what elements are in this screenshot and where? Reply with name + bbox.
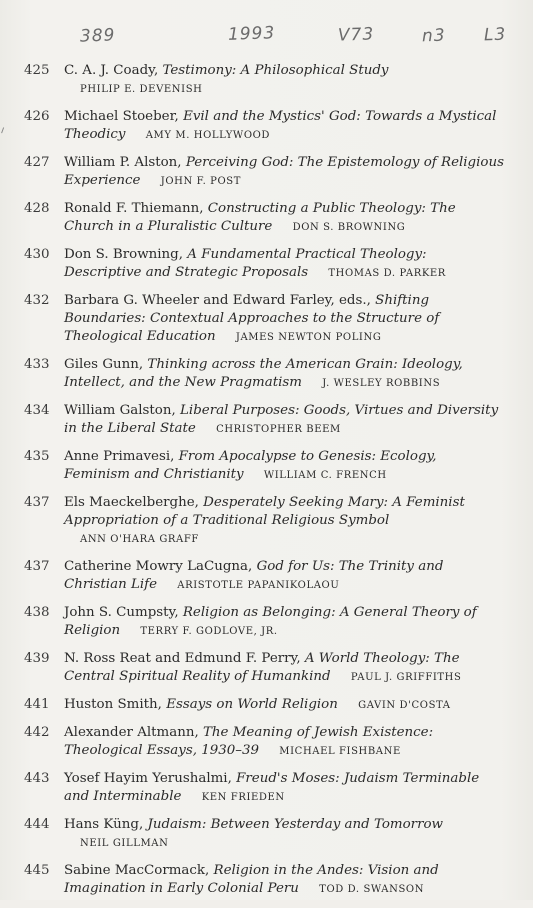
book-author: Giles Gunn,: [64, 357, 144, 372]
review-entry: [24, 154, 504, 191]
book-title: Testimony: A Philosophical Study: [162, 63, 389, 78]
book-title: Perceiving God: The Epistemology of Religious Experience: [64, 155, 504, 188]
entry-text: [64, 604, 504, 641]
book-author: Anne Primavesi,: [64, 449, 175, 464]
reviewer-name: J. WESLEY ROBBINS: [322, 378, 441, 389]
entry-text: [64, 154, 504, 191]
book-author: Alexander Altmann,: [64, 725, 199, 740]
review-entry: [24, 604, 504, 641]
book-author: Ronald F. Thiemann,: [64, 201, 204, 216]
reviewer-name: GAVIN D'COSTA: [358, 700, 451, 711]
reviewer-name: DON S. BROWNING: [292, 222, 406, 233]
book-title: Evil and the Mystics' God: Towards a Mystical Theodicy: [64, 109, 497, 142]
entry-text: [64, 724, 504, 761]
pencil-mark: [1, 127, 8, 134]
book-author: N. Ross Reat and Edmund F. Perry,: [64, 651, 301, 666]
review-entry: [24, 402, 504, 439]
book-author: Barbara G. Wheeler and Edward Farley, eds.,: [64, 293, 371, 308]
handwritten-note: 389: [79, 25, 116, 47]
reviewer-name: JAMES NEWTON POLING: [235, 332, 382, 343]
reviewer-name: ANN O'HARA GRAFF: [80, 534, 199, 545]
page-number: 437: [24, 495, 50, 510]
reviewer-name: PAUL J. GRIFFITHS: [350, 672, 462, 683]
book-title: Shifting Boundaries: Contextual Approaches to the Structure of Theological Education: [64, 293, 440, 344]
review-entry: [24, 356, 504, 393]
book-title: Desperately Seeking Mary: A Feminist Appropriation of a Traditional Religious Symbol: [64, 495, 465, 528]
book-author: William P. Alston,: [64, 155, 182, 170]
handwritten-note: 1993: [227, 23, 276, 45]
book-title: Essays on World Religion: [166, 697, 338, 712]
review-entry: [24, 862, 504, 899]
entry-text: [64, 356, 504, 393]
page-number: 444: [24, 817, 50, 832]
book-author: Huston Smith,: [64, 697, 162, 712]
book-title: Freud's Moses: Judaism Terminable and Interminable: [64, 771, 480, 804]
review-entry: [24, 246, 504, 283]
book-title: Judaism: Between Yesterday and Tomorrow: [147, 817, 444, 832]
page-number: 443: [24, 771, 50, 786]
book-author: Hans Küng,: [64, 817, 144, 832]
reviewer-name: PHILIP E. DEVENISH: [80, 84, 203, 95]
entry-text: [64, 494, 504, 549]
book-title: Religion as Belonging: A General Theory of Religion: [64, 605, 477, 638]
reviewer-name: TOD D. SWANSON: [319, 884, 425, 895]
book-author: Yosef Hayim Yerushalmi,: [64, 771, 232, 786]
page-number: 435: [24, 449, 50, 464]
review-entry: [24, 816, 504, 853]
book-author: William Galston,: [64, 403, 176, 418]
reviewer-name: THOMAS D. PARKER: [328, 268, 446, 279]
entry-text: [64, 558, 504, 595]
handwritten-note: L3: [483, 24, 507, 46]
book-author: Michael Stoeber,: [64, 109, 179, 124]
review-entry: [24, 292, 504, 347]
entry-text: [64, 402, 504, 439]
review-entry: [24, 696, 504, 715]
handwritten-note: V73: [337, 24, 375, 46]
page-number: 426: [24, 109, 50, 124]
entry-text: [64, 246, 504, 283]
reviewer-name: NEIL GILLMAN: [80, 838, 169, 849]
review-entry: [24, 108, 504, 145]
page-number: 434: [24, 403, 50, 418]
review-entry: [24, 448, 504, 485]
book-title: A Fundamental Practical Theology: Descriptive and Strategic Proposals: [64, 247, 427, 280]
book-title: Thinking across the American Grain: Ideology, Intellect, and the New Pragmatism: [64, 357, 463, 390]
page-number: 425: [24, 63, 50, 78]
review-entry: [24, 62, 504, 99]
entry-text: [64, 650, 504, 687]
entry-text: [64, 816, 504, 853]
book-title: Religion in the Andes: Vision and Imagination in Early Colonial Peru: [64, 863, 439, 896]
review-entry: [24, 650, 504, 687]
page-number: 433: [24, 357, 50, 372]
handwritten-note: n3: [421, 25, 446, 47]
review-entry: [24, 200, 504, 237]
page-number: 438: [24, 605, 50, 620]
review-entry: [24, 558, 504, 595]
entry-text: [64, 862, 504, 899]
page-number: 432: [24, 293, 50, 308]
reviewer-name: AMY M. HOLLYWOOD: [145, 130, 271, 141]
review-list: [24, 62, 504, 908]
reviewer-name: JOHN F. POST: [160, 176, 241, 187]
review-entry: [24, 724, 504, 761]
book-author: John S. Cumpsty,: [64, 605, 179, 620]
reviewer-name: WILLIAM C. FRENCH: [263, 470, 387, 481]
reviewer-name: MICHAEL FISHBANE: [279, 746, 401, 757]
entry-text: [64, 448, 504, 485]
review-entry: [24, 494, 504, 549]
reviewer-name: ARISTOTLE PAPANIKOLAOU: [177, 580, 340, 591]
handwritten-call-number: [0, 22, 533, 52]
book-author: Els Maeckelberghe,: [64, 495, 199, 510]
book-author: C. A. J. Coady,: [64, 63, 159, 78]
book-title: A World Theology: The Central Spiritual Reality of Humankind: [64, 651, 460, 684]
page-number: 437: [24, 559, 50, 574]
page-number: 430: [24, 247, 50, 262]
page-number: 439: [24, 651, 50, 666]
reviewer-name: TERRY F. GODLOVE, JR.: [140, 626, 278, 637]
entry-text: [64, 200, 504, 237]
page-number: 441: [24, 697, 50, 712]
book-author: Don S. Browning,: [64, 247, 184, 262]
page-number: 445: [24, 863, 50, 878]
book-author: Sabine MacCormack,: [64, 863, 210, 878]
book-title: Constructing a Public Theology: The Church in a Pluralistic Culture: [64, 201, 456, 234]
entry-text: [64, 292, 504, 347]
page-number: 428: [24, 201, 50, 216]
entry-text: [64, 108, 504, 145]
book-title: From Apocalypse to Genesis: Ecology, Feminism and Christianity: [64, 449, 437, 482]
book-title: The Meaning of Jewish Existence: Theological Essays, 1930–39: [64, 725, 434, 758]
page-number: 427: [24, 155, 50, 170]
page-number: 442: [24, 725, 50, 740]
book-title: Liberal Purposes: Goods, Virtues and Diversity in the Liberal State: [64, 403, 499, 436]
book-title: God for Us: The Trinity and Christian Life: [64, 559, 444, 592]
entry-text: [64, 696, 504, 715]
reviewer-name: KEN FRIEDEN: [201, 792, 285, 803]
entry-text: [64, 62, 504, 99]
review-entry: [24, 770, 504, 807]
entry-text: [64, 770, 504, 807]
book-author: Catherine Mowry LaCugna,: [64, 559, 253, 574]
reviewer-name: CHRISTOPHER BEEM: [216, 424, 341, 435]
